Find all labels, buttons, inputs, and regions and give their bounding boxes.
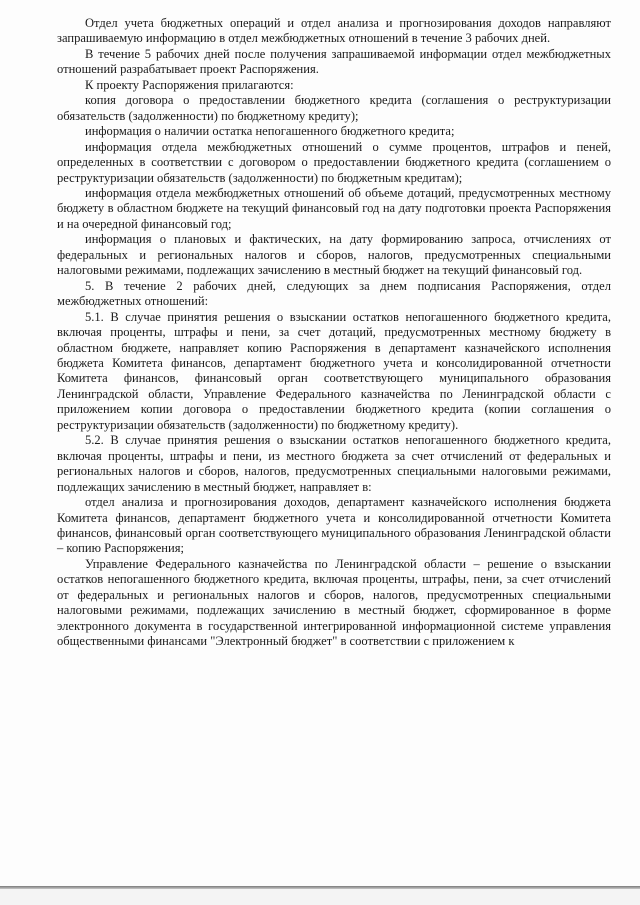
- paragraph: 5. В течение 2 рабочих дней, следующих за днем подписания Распоряжения, отдел межбюджетных отношений:: [57, 278, 611, 309]
- paragraph: информация отдела межбюджетных отношений об объеме дотаций, предусмотренных местному бюджету в областном бюджете на текущий финансовый год на дату подготовки проекта Распоряжения и на очередной финансовый год;: [57, 185, 611, 231]
- paragraph: Отдел учета бюджетных операций и отдел анализа и прогнозирования доходов направляют запрашиваемую информацию в отдел межбюджетных отношений в течение 3 рабочих дней.: [57, 16, 611, 46]
- paragraph: 5.2. В случае принятия решения о взыскании остатков непогашенного бюджетного кредита, включая проценты, штрафы и пени, из местного бюджета за счет отчислений от федеральных и региональных налогов и сборов, налогов, предусмотренных специальными налоговыми режимами, подлежащих зачислению в местный бюджет, направляет в:: [57, 433, 611, 494]
- paragraph: информация о наличии остатка непогашенного бюджетного кредита;: [85, 124, 455, 139]
- paragraph: отдел анализа и прогнозирования доходов, департамент казначейского исполнения бюджета Комитета финансов, департамент бюджетного учета и консолидированной отчетности Комитета финансов, финансовый орган соответствующего муниципального образования Ленинградской области – копию Распоряжения;: [57, 495, 611, 556]
- paragraph: информация о плановых и фактических, на дату формированию запроса, отчислениях от федеральных и региональных налогов и сборов, налогов, предусмотренных специальными налоговыми режимами, подлежащих зачислению в местный бюджет на текущий финансовый год.: [57, 232, 611, 278]
- paragraph: В течение 5 рабочих дней после получения запрашиваемой информации отдел межбюджетных отношений разрабатывает проект Распоряжения.: [57, 46, 611, 77]
- paragraph: 5.1. В случае принятия решения о взыскании остатков непогашенного бюджетного кредита, включая проценты, штрафы и пени, за счет дотаций, предусмотренных местному бюджету в областном бюджете, направляет копию Распоряжения в департамент казначейского исполнения бюджета Комитета финансов, департамент бюджетного учета и консолидированной отчетности Комитета финансов, финансовый орган соответствующего муниципального образования Ленинградской области, Управление Федерального казначейства по Ленинградской области с приложением копии договора о предоставлении бюджетного кредита (копии соглашения о реструктуризации обязательств (задолженности) по бюджетному кредиту).: [57, 309, 611, 432]
- document-body: [57, 16, 611, 650]
- paragraph: Управление Федерального казначейства по Ленинградской области – решение о взыскании остатков непогашенного бюджетного кредита, включая проценты, штрафы, пени, за счет отчислений от федеральных и региональных налогов и сборов, налогов, предусмотренных специальными налоговыми режимами, подлежащих зачислению в местный бюджет, сформированное в форме электронного документа в государственной интегрированной информационной системе управления общественными финансами "Электронный бюджет" в соответствии с приложением к: [57, 556, 611, 649]
- paragraph: копия договора о предоставлении бюджетного кредита (соглашения о реструктуризации обязательств (задолженности) по бюджетному кредиту);: [57, 93, 611, 123]
- paragraph: информация отдела межбюджетных отношений о сумме процентов, штрафов и пеней, определенных в соответствии с договором о предоставлении бюджетного кредита (соглашением о реструктуризации обязательств (задолженности) по бюджетным кредитам);: [57, 139, 611, 185]
- scan-margin: [0, 889, 640, 905]
- paragraph: К проекту Распоряжения прилагаются:: [85, 77, 294, 92]
